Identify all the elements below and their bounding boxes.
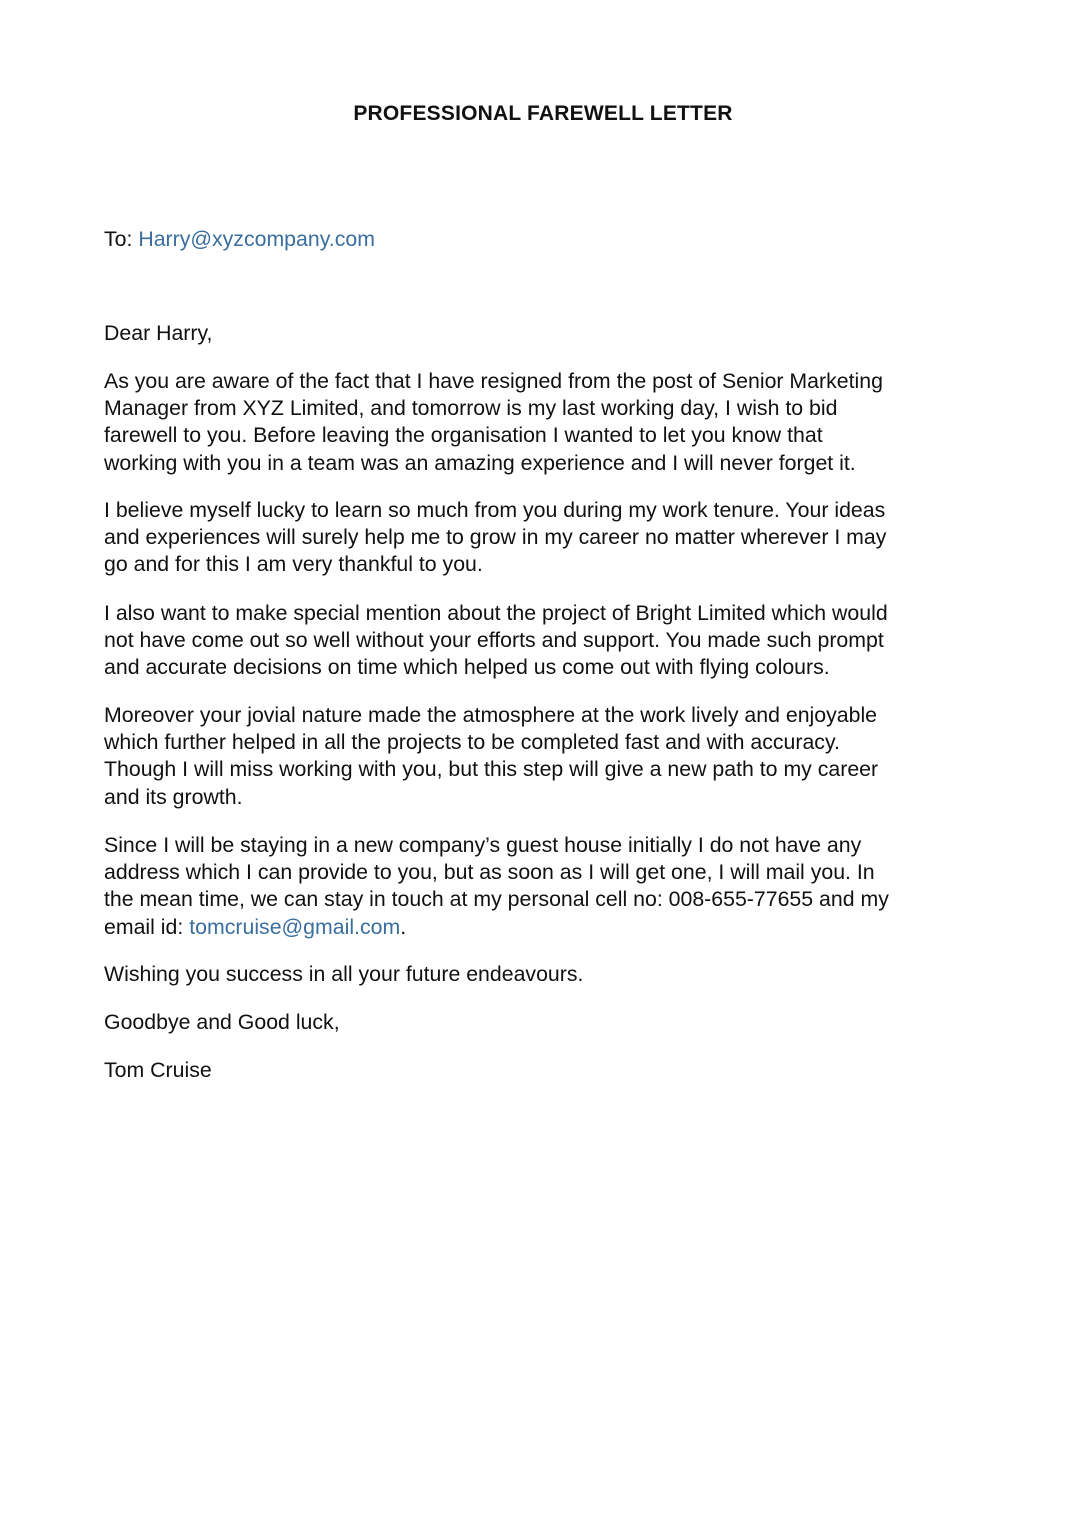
paragraph-line: working with you in a team was an amazing experience and I will never forget it.	[104, 450, 856, 475]
paragraph-line: which further helped in all the projects to be completed fast and with accuracy.	[104, 730, 840, 755]
closing-line: Goodbye and Good luck,	[104, 1010, 340, 1034]
signature: Tom Cruise	[104, 1058, 212, 1082]
sender-email-link[interactable]: tomcruise@gmail.com	[189, 914, 401, 939]
salutation: Dear Harry,	[104, 321, 213, 345]
paragraph-line: go and for this I am very thankful to you.	[104, 552, 483, 577]
paragraph-1	[104, 368, 1004, 477]
wishes-line: Wishing you success in all your future endeavours.	[104, 962, 584, 986]
paragraph-line: and its growth.	[104, 784, 243, 809]
paragraph-line: Manager from XYZ Limited, and tomorrow is my last working day, I wish to bid	[104, 396, 838, 421]
paragraph-line: I also want to make special mention about the project of Bright Limited which would	[104, 601, 888, 625]
recipient-email-link[interactable]: Harry@xyzcompany.com	[138, 227, 375, 251]
paragraph-line: and experiences will surely help me to grow in my career no matter wherever I may	[104, 525, 887, 550]
paragraph-line: As you are aware of the fact that I have resigned from the post of Senior Marketing	[104, 369, 883, 393]
recipient-label: To:	[104, 227, 139, 251]
paragraph-2	[104, 497, 1004, 579]
paragraph-line: Though I will miss working with you, but this step will give a new path to my career	[104, 757, 879, 782]
email-prefix: email id:	[104, 914, 190, 939]
paragraph-line-email	[104, 914, 1004, 941]
paragraph-line: the mean time, we can stay in touch at my personal cell no: 008-655-77655 and my	[104, 887, 889, 912]
recipient-line	[104, 226, 1004, 253]
paragraph-line: not have come out so well without your efforts and support. You made such prompt	[104, 628, 884, 653]
page-title: PROFESSIONAL FAREWELL LETTER	[353, 102, 733, 125]
paragraph-line: farewell to you. Before leaving the organisation I wanted to let you know that	[104, 423, 823, 448]
paragraph-line: and accurate decisions on time which helped us come out with flying colours.	[104, 655, 830, 680]
paragraph-line: address which I can provide to you, but as soon as I will get one, I will mail you. In	[104, 860, 875, 885]
paragraph-line: Since I will be staying in a new company’s guest house initially I do not have any	[104, 833, 862, 857]
paragraph-3	[104, 600, 1004, 682]
paragraph-5	[104, 832, 1004, 941]
paragraph-line: I believe myself lucky to learn so much from you during my work tenure. Your ideas	[104, 498, 886, 522]
paragraph-line: Moreover your jovial nature made the atmosphere at the work lively and enjoyable	[104, 703, 878, 727]
paragraph-4	[104, 702, 1004, 811]
email-suffix: .	[400, 914, 407, 939]
